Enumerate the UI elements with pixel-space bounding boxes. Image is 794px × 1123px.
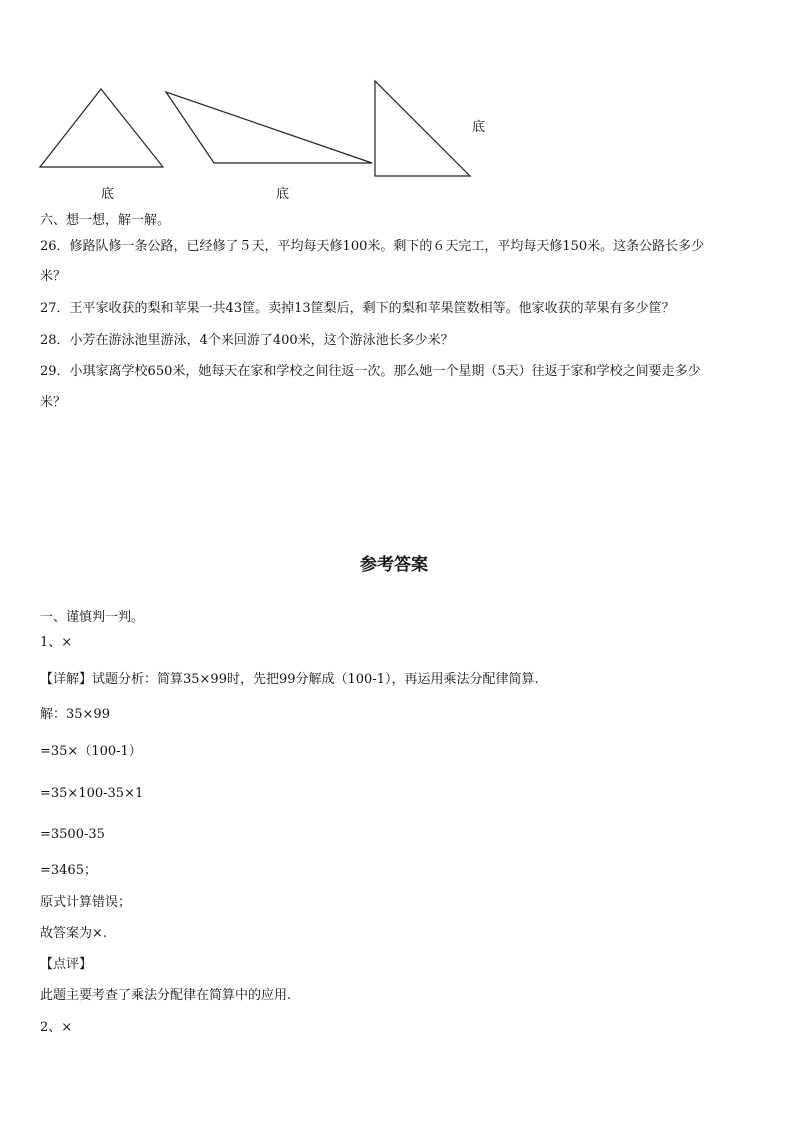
answers-section1-heading: 一、谨慎判一判。 — [40, 610, 145, 625]
comment-label: 【点评】 — [40, 957, 93, 972]
triangle-2 — [166, 92, 372, 163]
question-28: 28．小芳在游泳池里游泳，4个来回游了400米，这个游泳池长多少米？ — [40, 333, 454, 348]
calc-line-5: =3465； — [40, 863, 97, 878]
triangle-1 — [40, 89, 163, 167]
calc-line-2: =35×（100-1） — [40, 744, 142, 759]
calc-line-4: =3500-35 — [40, 827, 105, 842]
section6-heading: 六、想一想，解一解。 — [40, 213, 171, 228]
conclusion-2: 故答案为×. — [40, 926, 108, 941]
base-label-3: 底 — [472, 120, 486, 135]
question-29-line1: 29．小琪家离学校650米，她每天在家和学校之间往返一次。那么她一个星期（5天）往返于家和学校之间要走多少 — [40, 364, 701, 379]
answer-item-1: 1、× — [40, 635, 73, 650]
calc-line-3: =35×100-35×1 — [40, 786, 144, 801]
conclusion-1: 原式计算错误； — [40, 895, 132, 910]
base-label-2: 底 — [276, 187, 290, 202]
base-label-1: 底 — [101, 187, 115, 202]
question-27: 27．王平家收获的梨和苹果一共43筐。卖掉13筐梨后，剩下的梨和苹果筐数相等。他家收获的苹果有多少筐？ — [40, 301, 675, 316]
calc-line-1: 解：35×99 — [40, 707, 110, 722]
answers-title: 参考答案 — [360, 555, 428, 575]
question-26-line2: 米？ — [40, 269, 67, 284]
answer-detail: 【详解】试题分析：简算35×99时，先把99分解成（100-1），再运用乘法分配律简算. — [40, 672, 539, 687]
answer-item-2: 2、× — [40, 1020, 73, 1035]
question-29-line2: 米？ — [40, 395, 67, 410]
comment-text: 此题主要考查了乘法分配律在简算中的应用. — [40, 988, 292, 1003]
question-26-line1: 26．修路队修一条公路，已经修了５天，平均每天修100米。剩下的６天完工，平均每天修150米。这条公路长多少 — [40, 239, 705, 254]
triangle-figures — [0, 0, 794, 210]
triangle-3 — [375, 81, 470, 176]
